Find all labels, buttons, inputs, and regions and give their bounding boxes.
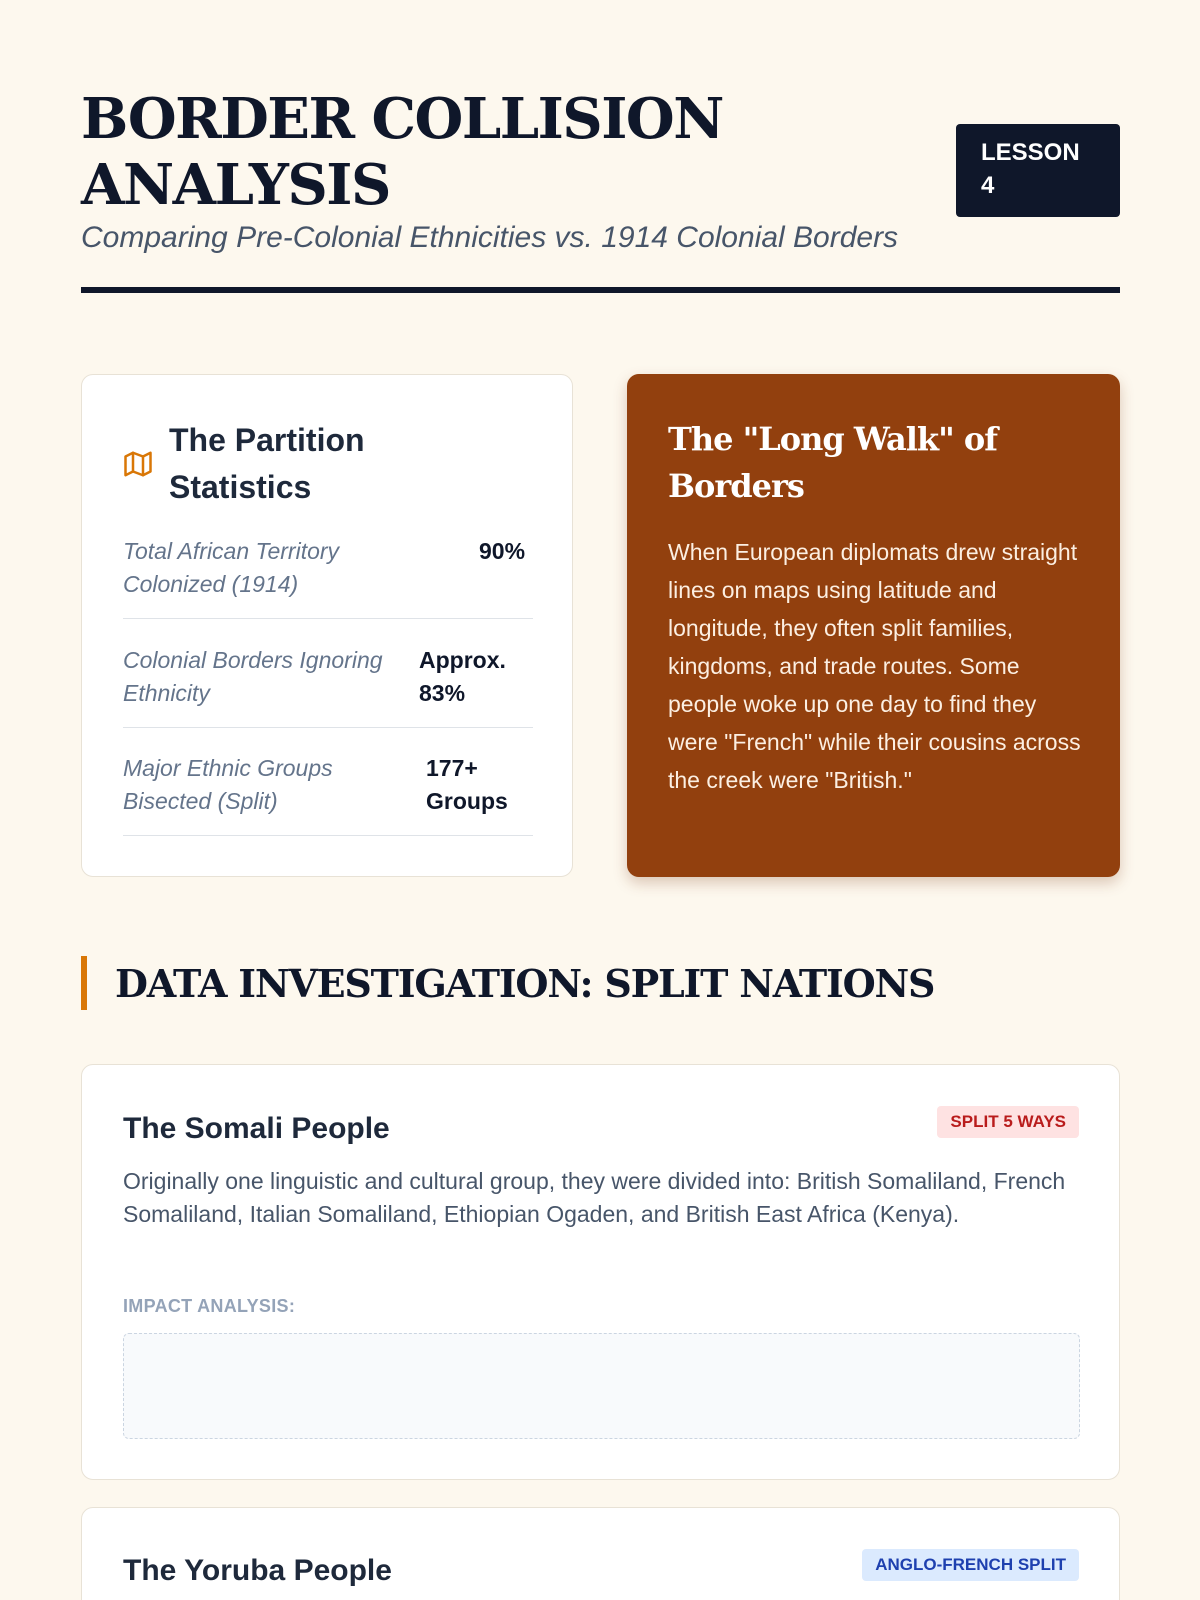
long-walk-card xyxy=(627,374,1120,877)
lesson-badge: LESSON 4 xyxy=(956,124,1120,217)
long-walk-title: The "Long Walk" of Borders xyxy=(668,420,998,505)
page-subtitle: Comparing Pre-Colonial Ethnicities vs. 1914 Colonial Borders xyxy=(81,221,899,254)
nation-card-yoruba xyxy=(81,1507,1120,1600)
long-walk-text: When European diplomats drew straight lines on maps using latitude and longitude, they often split families, kingdoms, and trade routes. Some people woke up one day to find they were "French" while their cousins across the creek were "British." xyxy=(668,539,1081,793)
stat-label: Colonial Borders Ignoring Ethnicity xyxy=(123,647,383,706)
split-badge: ANGLO-FRENCH SPLIT xyxy=(862,1549,1079,1581)
impact-analysis-input[interactable] xyxy=(123,1333,1080,1439)
partition-statistics-card xyxy=(81,374,573,877)
stat-value: Approx. 83% xyxy=(419,647,506,706)
section-heading xyxy=(81,956,1120,1012)
stat-label: Major Ethnic Groups Bisected (Split) xyxy=(123,755,333,814)
split-badge: SPLIT 5 WAYS xyxy=(937,1106,1079,1138)
nation-card-somali xyxy=(81,1064,1120,1480)
nation-description: Originally one linguistic and cultural group, they were divided into: British Somaliland, French Somaliland, Italian Somaliland, Ethiopian Ogaden, and British East Africa (Kenya). xyxy=(123,1168,1066,1227)
page-title: BORDER COLLISION ANALYSIS xyxy=(81,86,723,218)
header-divider xyxy=(81,287,1120,293)
section-accent-bar xyxy=(81,956,87,1010)
page-header xyxy=(81,86,1120,296)
map-icon xyxy=(123,449,153,479)
stat-row xyxy=(123,752,533,836)
lesson-page xyxy=(81,0,1120,1600)
stat-value: 177+ Groups xyxy=(426,755,508,814)
stat-value: 90% xyxy=(479,538,526,564)
stat-label: Total African Territory Colonized (1914) xyxy=(123,538,340,597)
impact-analysis-label: IMPACT ANALYSIS: xyxy=(123,1296,296,1316)
stat-row xyxy=(123,535,533,619)
statistics-title: The Partition Statistics xyxy=(169,422,365,505)
nation-name: The Somali People xyxy=(123,1112,390,1145)
section-title: DATA INVESTIGATION: SPLIT NATIONS xyxy=(115,961,935,1006)
stat-row xyxy=(123,644,533,728)
nation-name: The Yoruba People xyxy=(123,1554,392,1587)
